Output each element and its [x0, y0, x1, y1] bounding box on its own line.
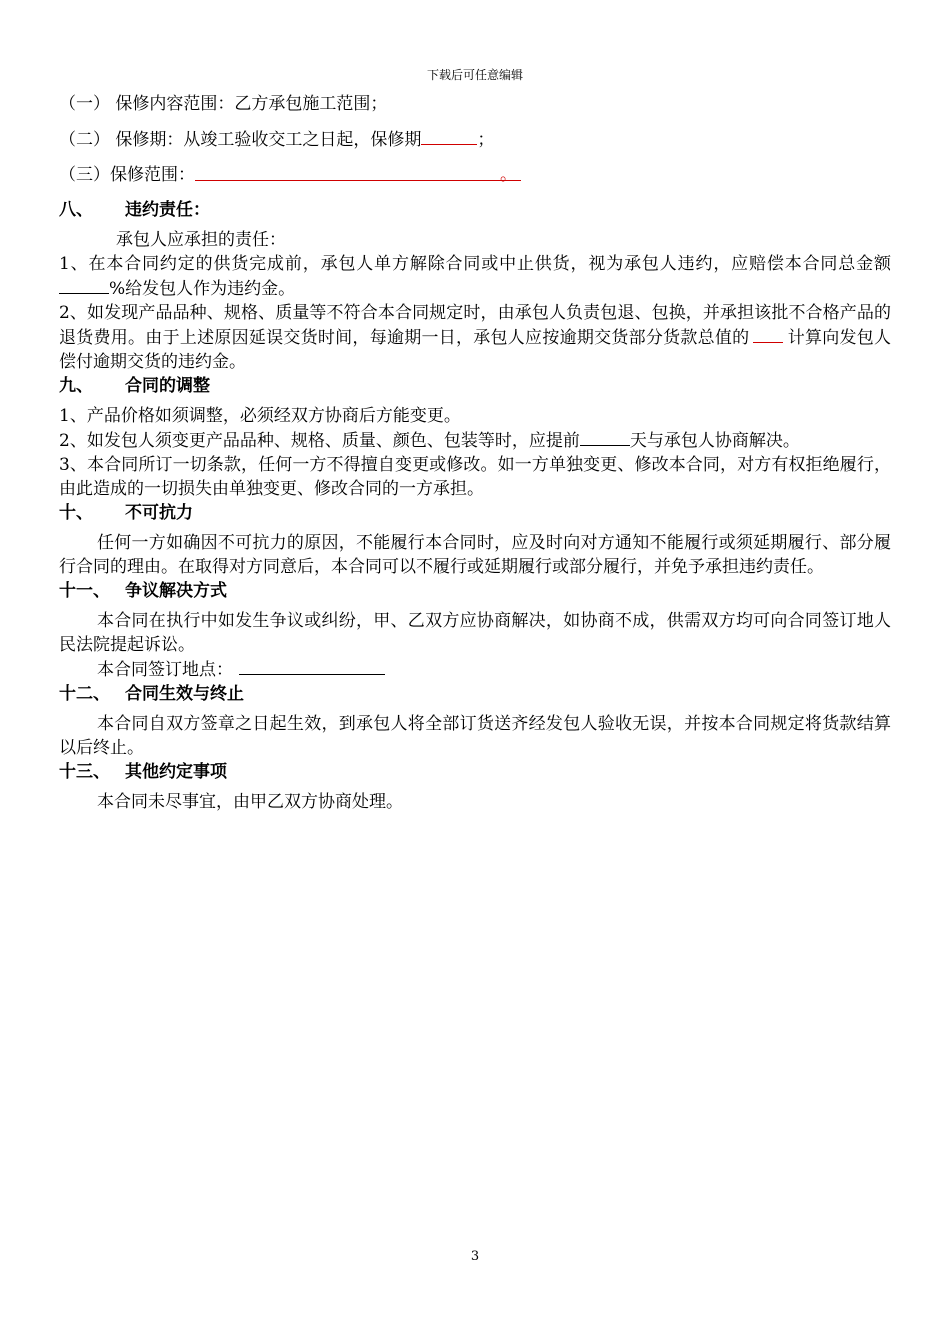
late-penalty-rate-blank[interactable] — [753, 325, 783, 343]
warranty-scope-blank[interactable]: 。 — [195, 163, 521, 181]
page-header-note: 下载后可任意编辑 — [426, 68, 523, 82]
section-8-intro: 承包人应承担的责任： — [116, 230, 286, 250]
page-number: 3 — [470, 1249, 480, 1264]
section-9-clause-3: 3、本合同所订一切条款，任何一方不得擅自变更或修改。如一方单独变更、修改本合同，对方有权拒绝履行，由此造成的一切损失由单独变更、修改合同的一方承担。 — [59, 455, 891, 499]
warranty-period-blank[interactable] — [421, 127, 477, 145]
signing-place-blank[interactable] — [239, 657, 385, 675]
warranty-item-1: （一） 保修内容范围：乙方承包施工范围； — [59, 94, 388, 114]
section-13-heading: 十三、 其他约定事项 — [59, 762, 227, 782]
document-body — [59, 88, 891, 814]
section-11-signing-place: 本合同签订地点： — [59, 657, 891, 682]
section-8-clause-2: 2、如发现产品品种、规格、质量等不符合本合同规定时，由承包人负责包退、包换，并承担该批不合格产品的退货费用。由于上述原因延误交货时间，每逾期一日，承包人应按逾期交货部分货款总值的 计算向发包人偿付逾期交货的违约金。 — [59, 303, 892, 372]
penalty-percent-blank[interactable] — [59, 276, 109, 294]
section-9-heading: 九、 合同的调整 — [59, 376, 210, 396]
section-8-heading: 八、 违约责任： — [59, 200, 210, 220]
warranty-item-3: （三）保修范围： 。 — [59, 163, 891, 187]
section-12-heading: 十二、 合同生效与终止 — [59, 684, 244, 704]
section-9-clause-2: 2、如发包人须变更产品品种、规格、质量、颜色、包装等时，应提前 天与承包人协商解决。 — [59, 428, 891, 453]
section-8-clause-1: 1、在本合同约定的供货完成前，承包人单方解除合同或中止供货，视为承包人违约，应赔偿本合同总金额%给发包人作为违约金。 — [59, 254, 891, 299]
section-13-paragraph: 本合同未尽事宜，由甲乙双方协商处理。 — [97, 792, 403, 812]
section-10-paragraph: 任何一方如确因不可抗力的原因，不能履行本合同时，应及时向对方通知不能履行或须延期履行、部分履行合同的理由。在取得对方同意后，本合同可以不履行或延期履行或部分履行，并免予承担违约责任。 — [59, 533, 891, 577]
advance-days-blank[interactable] — [580, 428, 630, 446]
section-10-heading: 十、 不可抗力 — [59, 503, 193, 523]
section-9-clause-1: 1、产品价格如须调整，必须经双方协商后方能变更。 — [59, 406, 461, 426]
section-11-paragraph: 本合同在执行中如发生争议或纠纷，甲、乙双方应协商解决，如协商不成，供需双方均可向合同签订地人民法院提起诉讼。 — [59, 611, 891, 655]
warranty-item-2: （二） 保修期：从竣工验收交工之日起，保修期 ； — [59, 127, 891, 152]
section-12-paragraph: 本合同自双方签章之日起生效，到承包人将全部订货送齐经发包人验收无误，并按本合同规定将货款结算以后终止。 — [59, 714, 891, 758]
section-11-heading: 十一、 争议解决方式 — [59, 581, 227, 601]
